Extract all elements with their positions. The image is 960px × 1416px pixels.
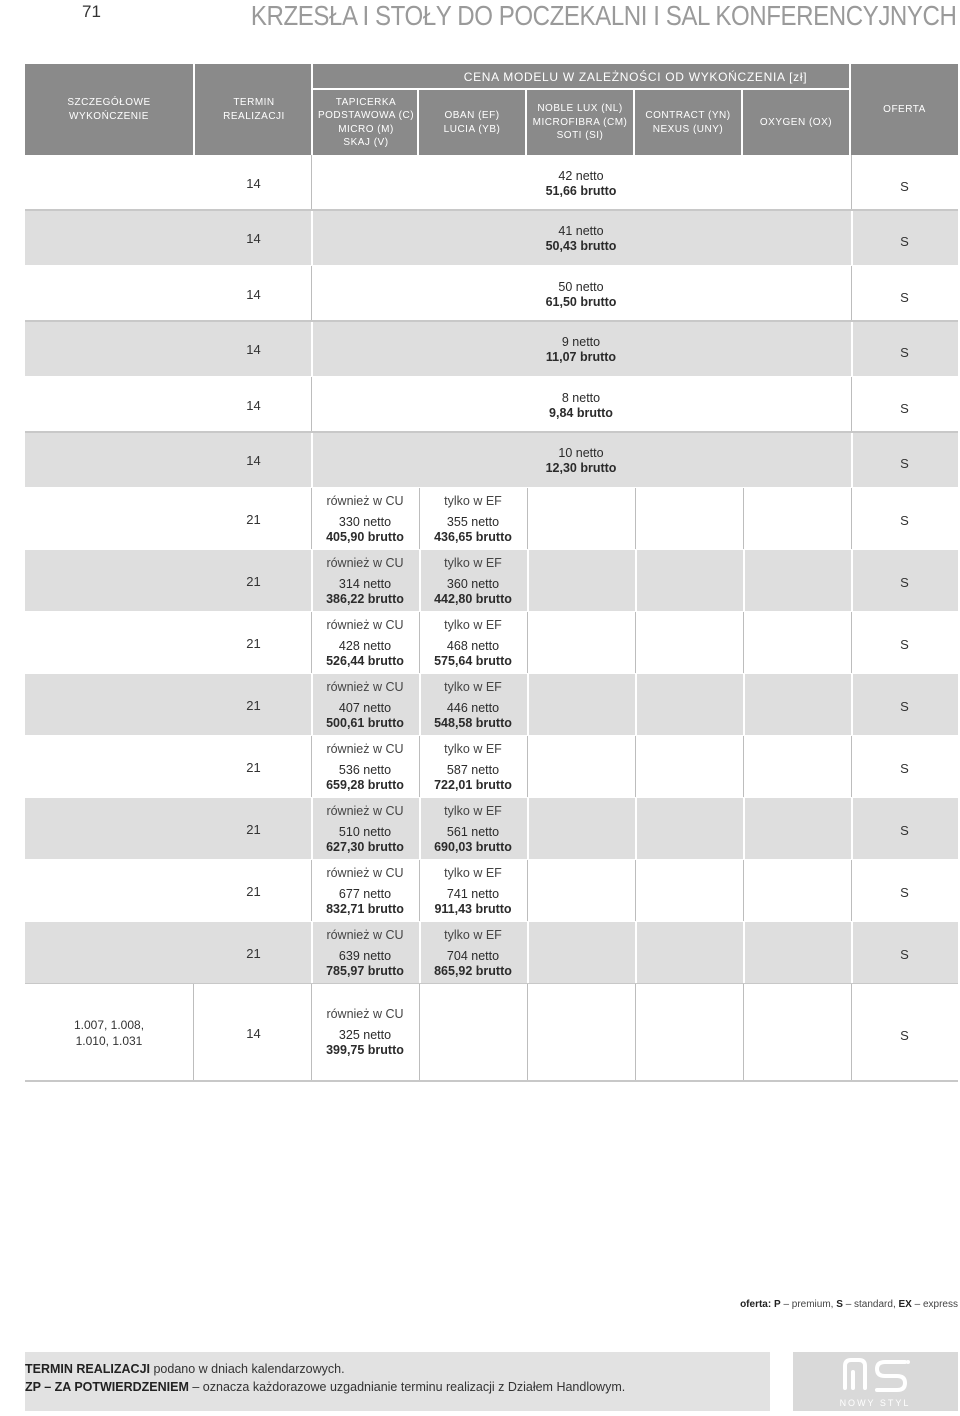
price-brutto: 911,43 brutto bbox=[434, 902, 512, 916]
price-brutto: 659,28 brutto bbox=[326, 778, 404, 792]
note-c: również w CU bbox=[326, 680, 404, 694]
offer-legend bbox=[740, 1299, 958, 1310]
price-cell-c bbox=[311, 1007, 419, 1059]
offer-value: S bbox=[900, 345, 909, 360]
price-brutto: 548,58 brutto bbox=[434, 716, 512, 730]
price-brutto: 61,50 brutto bbox=[545, 295, 617, 309]
price-brutto: 722,01 brutto bbox=[434, 778, 512, 792]
price-cell-ef bbox=[419, 680, 527, 732]
note-c: również w CU bbox=[326, 866, 404, 880]
price-cell-ef bbox=[419, 866, 527, 918]
note-ef: tylko w EF bbox=[444, 556, 502, 570]
price-netto: 428 netto bbox=[338, 638, 392, 653]
legend-p-key: P bbox=[773, 1299, 781, 1310]
price-netto: 510 netto bbox=[338, 824, 392, 839]
note-ef: tylko w EF bbox=[444, 866, 502, 880]
price-cell-c bbox=[311, 928, 419, 980]
footer-zp-label: ZP – ZA POTWIERDZENIEM bbox=[25, 1380, 189, 1394]
note-c: również w CU bbox=[326, 1007, 404, 1021]
note-ef: tylko w EF bbox=[444, 680, 502, 694]
offer-value: S bbox=[900, 1028, 909, 1043]
header-term: TERMIN REALIZACJI bbox=[223, 97, 285, 122]
offer-value: S bbox=[900, 885, 909, 900]
header-col-c: TAPICERKA PODSTAWOWA (C) MICRO (M) SKAJ (V) bbox=[317, 96, 415, 148]
offer-value: S bbox=[900, 290, 909, 305]
price-netto: 50 netto bbox=[558, 280, 604, 294]
note-c: również w CU bbox=[326, 804, 404, 818]
note-ef: tylko w EF bbox=[444, 618, 502, 632]
footer-zp-text: – oznacza każdorazowe uzgadnianie terminu realizacji z Działem Handlowym. bbox=[188, 1380, 626, 1394]
price-cell-c bbox=[311, 494, 419, 546]
header-col-ef: OBAN (EF) LUCIA (YB) bbox=[443, 110, 501, 135]
price-netto: 325 netto bbox=[338, 1027, 392, 1042]
term-value: 21 bbox=[246, 574, 261, 589]
term-value: 21 bbox=[246, 822, 261, 837]
legend-ex-key: EX bbox=[898, 1299, 912, 1310]
note-c: również w CU bbox=[326, 742, 404, 756]
term-value: 14 bbox=[246, 287, 261, 302]
price-cell-c bbox=[311, 556, 419, 608]
term-value: 14 bbox=[246, 176, 261, 191]
legend-label: oferta: bbox=[740, 1299, 772, 1310]
price-brutto: 405,90 brutto bbox=[326, 530, 404, 544]
price-netto: 741 netto bbox=[446, 886, 500, 901]
page-title: KRZESŁA I STOŁY DO POCZEKALNI I SAL KONFERENCYJNYCH bbox=[250, 0, 956, 31]
price-cell-c bbox=[311, 680, 419, 732]
note-c: również w CU bbox=[326, 494, 404, 508]
price-netto: 677 netto bbox=[338, 886, 392, 901]
offer-value: S bbox=[900, 456, 909, 471]
price-brutto: 12,30 brutto bbox=[545, 461, 617, 475]
price-netto: 8 netto bbox=[561, 391, 601, 405]
offer-value: S bbox=[900, 761, 909, 776]
term-value: 21 bbox=[246, 636, 261, 651]
price-cell-c bbox=[311, 804, 419, 856]
price-cell-c bbox=[311, 866, 419, 918]
price-netto: 639 netto bbox=[338, 948, 392, 963]
footer-line-1 bbox=[25, 1362, 345, 1376]
price-brutto: 500,61 brutto bbox=[326, 716, 404, 730]
term-value: 14 bbox=[246, 342, 261, 357]
term-value: 21 bbox=[246, 760, 261, 775]
logo-text: NOWY STYL bbox=[839, 1398, 911, 1408]
header-col-nl: NOBLE LUX (NL) MICROFIBRA (CM) SOTI (SI) bbox=[532, 103, 628, 142]
offer-value: S bbox=[900, 234, 909, 249]
header-offer: OFERTA bbox=[883, 103, 926, 115]
price-brutto: 690,03 brutto bbox=[434, 840, 512, 854]
legend-s-text: – standard, bbox=[845, 1299, 896, 1310]
price-cell-ef bbox=[419, 804, 527, 856]
price-cell bbox=[419, 280, 743, 310]
price-netto: 314 netto bbox=[338, 576, 392, 591]
price-netto: 42 netto bbox=[558, 169, 604, 183]
offer-value: S bbox=[900, 699, 909, 714]
price-netto: 41 netto bbox=[558, 224, 604, 238]
note-ef: tylko w EF bbox=[444, 742, 502, 756]
price-cell bbox=[419, 391, 743, 421]
note-c: również w CU bbox=[326, 928, 404, 942]
term-value: 21 bbox=[246, 698, 261, 713]
table-header bbox=[25, 64, 958, 155]
header-col-yn: CONTRACT (YN) NEXUS (UNY) bbox=[645, 110, 731, 135]
price-netto: 330 netto bbox=[338, 514, 392, 529]
price-netto: 407 netto bbox=[338, 700, 392, 715]
page-number: 71 bbox=[82, 2, 101, 21]
header-price-group: CENA MODELU W ZALEŻNOŚCI OD WYKOŃCZENIA [zł] bbox=[463, 70, 808, 84]
term-value: 21 bbox=[246, 512, 261, 527]
price-cell bbox=[419, 446, 743, 476]
footer-term-text: podano w dniach kalendarzowych. bbox=[150, 1362, 345, 1376]
legend-p-text: – premium, bbox=[783, 1299, 834, 1310]
header-spec: SZCZEGÓŁOWE WYKOŃCZENIE bbox=[67, 97, 151, 122]
price-netto: 10 netto bbox=[558, 446, 604, 460]
spec-value: 1.007, 1.008, 1.010, 1.031 bbox=[73, 1018, 145, 1048]
price-brutto: 11,07 brutto bbox=[545, 350, 617, 364]
note-ef: tylko w EF bbox=[444, 928, 502, 942]
price-netto: 587 netto bbox=[446, 762, 500, 777]
price-cell-ef bbox=[419, 928, 527, 980]
ns-logo-icon bbox=[793, 1352, 958, 1411]
price-cell bbox=[419, 169, 743, 199]
price-cell-ef bbox=[419, 618, 527, 670]
price-cell bbox=[419, 224, 743, 254]
price-netto: 355 netto bbox=[446, 514, 500, 529]
offer-value: S bbox=[900, 823, 909, 838]
offer-value: S bbox=[900, 637, 909, 652]
price-brutto: 442,80 brutto bbox=[434, 592, 512, 606]
price-netto: 468 netto bbox=[446, 638, 500, 653]
price-brutto: 627,30 brutto bbox=[326, 840, 404, 854]
price-netto: 561 netto bbox=[446, 824, 500, 839]
price-brutto: 399,75 brutto bbox=[326, 1043, 404, 1057]
offer-value: S bbox=[900, 513, 909, 528]
footer-term-label: TERMIN REALIZACJI bbox=[25, 1362, 150, 1376]
price-netto: 704 netto bbox=[446, 948, 500, 963]
price-brutto: 51,66 brutto bbox=[545, 184, 617, 198]
price-brutto: 865,92 brutto bbox=[434, 964, 512, 978]
price-cell-ef bbox=[419, 556, 527, 608]
footer-line-2 bbox=[25, 1380, 625, 1394]
term-value: 21 bbox=[246, 946, 261, 961]
price-brutto: 575,64 brutto bbox=[434, 654, 512, 668]
term-value: 14 bbox=[246, 231, 261, 246]
note-c: również w CU bbox=[326, 618, 404, 632]
term-value: 21 bbox=[246, 884, 261, 899]
price-netto: 446 netto bbox=[446, 700, 500, 715]
price-brutto: 9,84 brutto bbox=[549, 406, 613, 420]
price-brutto: 526,44 brutto bbox=[326, 654, 404, 668]
price-brutto: 386,22 brutto bbox=[326, 592, 404, 606]
price-netto: 9 netto bbox=[561, 335, 601, 349]
term-value: 14 bbox=[246, 398, 261, 413]
offer-value: S bbox=[900, 575, 909, 590]
price-brutto: 832,71 brutto bbox=[326, 902, 404, 916]
price-cell-c bbox=[311, 618, 419, 670]
offer-value: S bbox=[900, 401, 909, 416]
price-cell-c bbox=[311, 742, 419, 794]
note-c: również w CU bbox=[326, 556, 404, 570]
header-col-ox: OXYGEN (OX) bbox=[759, 116, 833, 128]
price-cell-ef bbox=[419, 742, 527, 794]
term-value: 14 bbox=[246, 453, 261, 468]
footer-notes bbox=[25, 1352, 770, 1411]
price-brutto: 436,65 brutto bbox=[434, 530, 512, 544]
offer-value: S bbox=[900, 947, 909, 962]
brand-logo bbox=[793, 1352, 958, 1411]
price-cell bbox=[419, 335, 743, 365]
price-brutto: 50,43 brutto bbox=[545, 239, 617, 253]
note-ef: tylko w EF bbox=[444, 494, 502, 508]
term-value: 14 bbox=[246, 1026, 261, 1041]
price-cell-ef bbox=[419, 494, 527, 546]
price-brutto: 785,97 brutto bbox=[326, 964, 404, 978]
offer-value: S bbox=[900, 179, 909, 194]
note-ef: tylko w EF bbox=[444, 804, 502, 818]
price-netto: 536 netto bbox=[338, 762, 392, 777]
legend-ex-text: – express bbox=[914, 1299, 958, 1310]
legend-s-key: S bbox=[836, 1299, 843, 1310]
price-netto: 360 netto bbox=[446, 576, 500, 591]
